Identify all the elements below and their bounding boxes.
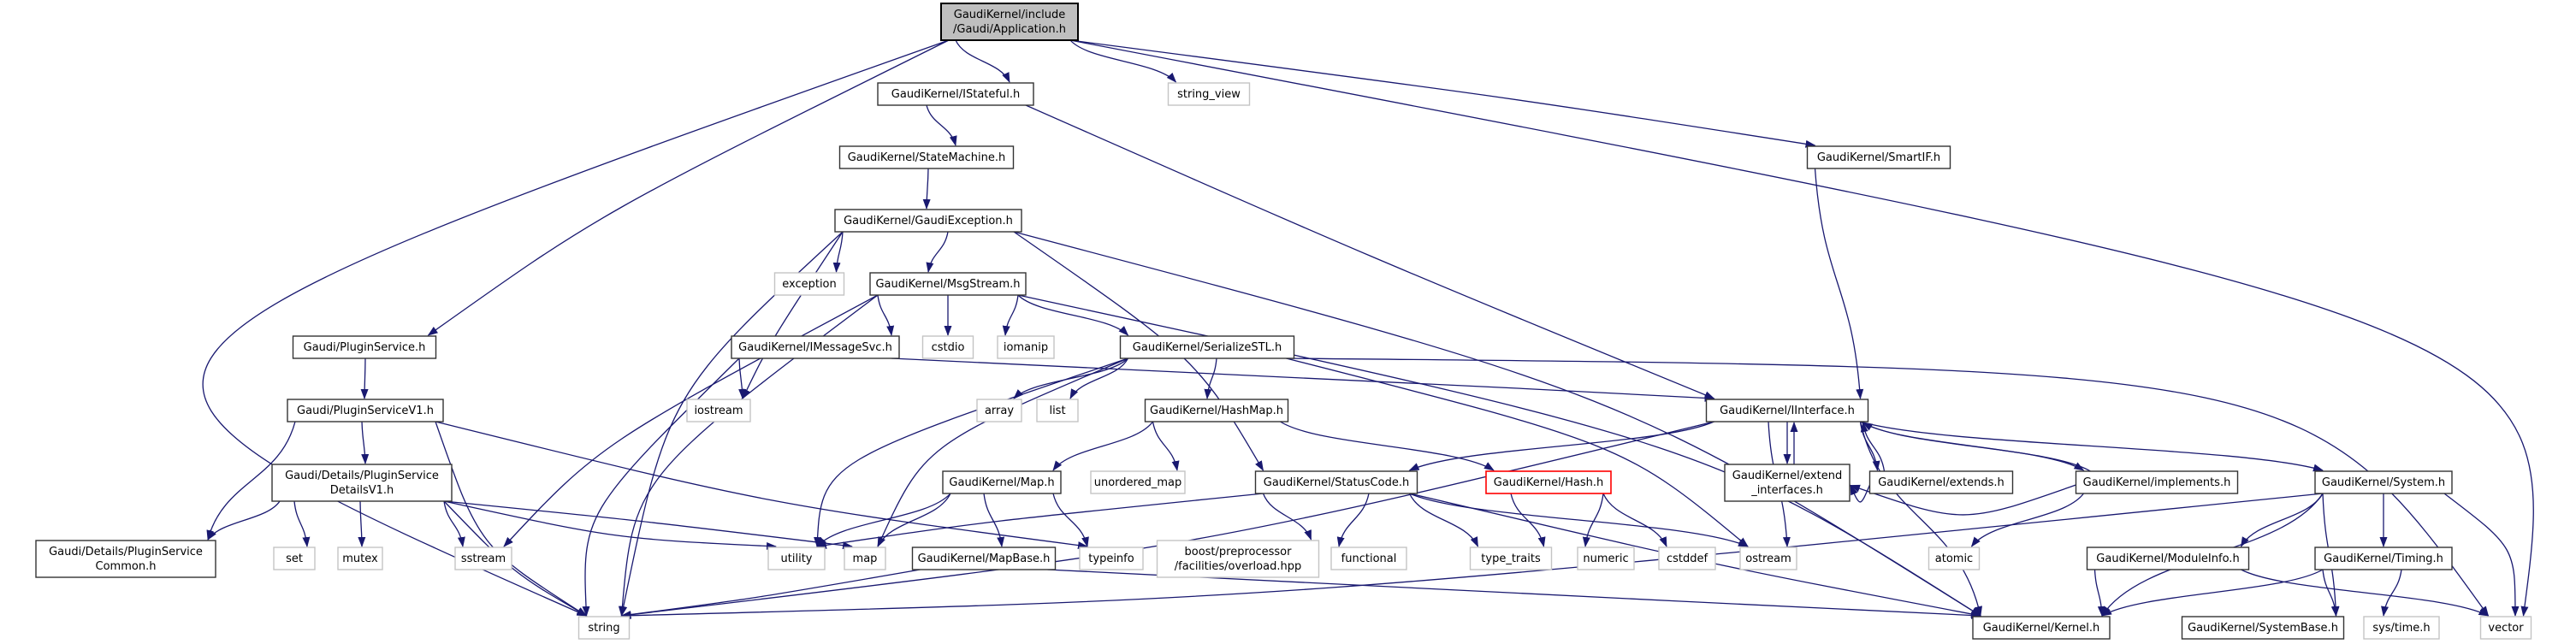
node-label-map_std: map — [852, 552, 878, 565]
node-label-smartif: GaudiKernel/SmartIF.h — [1816, 151, 1941, 164]
edge-detailsv1-to-mutex — [360, 501, 362, 547]
node-mutex — [338, 547, 382, 570]
edge-statuscode-to-overload — [1264, 493, 1312, 540]
node-cstdio — [923, 336, 974, 358]
edge-gaudiexception-to-msgstream — [928, 232, 948, 272]
node-iomanip — [998, 336, 1054, 358]
node-detailsv1[interactable] — [272, 464, 452, 501]
node-label-unordered_map: unordered_map — [1093, 476, 1182, 489]
node-list — [1037, 399, 1078, 422]
node-label-detailsv1: Gaudi/Details/PluginService DetailsV1.h — [285, 470, 439, 497]
edge-app-to-string_view — [1070, 40, 1176, 82]
node-label-iomanip: iomanip — [1003, 341, 1049, 354]
node-pluginservicev1[interactable] — [287, 399, 443, 422]
node-unordered_map — [1091, 471, 1185, 493]
node-gaudiexception[interactable] — [835, 210, 1022, 232]
edge-detailsv1-to-sstream — [444, 501, 463, 547]
node-label-atomic: atomic — [1934, 552, 1974, 565]
node-label-imessagesvc: GaudiKernel/IMessageSvc.h — [738, 341, 892, 354]
node-type_traits — [1471, 547, 1552, 570]
node-label-app: GaudiKernel/include /Gaudi/Application.h — [953, 9, 1066, 36]
node-label-msgstream: GaudiKernel/MsgStream.h — [875, 278, 1021, 291]
edge-iinterface-to-statuscode — [1410, 422, 1714, 470]
node-app[interactable] — [941, 3, 1078, 40]
edge-statemachine-to-gaudiexception — [927, 168, 928, 209]
node-msgstream[interactable] — [870, 273, 1026, 295]
node-string — [579, 617, 630, 639]
edge-hash-to-type_traits — [1511, 493, 1544, 547]
node-imessagesvc[interactable] — [731, 336, 899, 358]
node-typeinfo — [1080, 547, 1143, 570]
node-label-iinterface: GaudiKernel/IInterface.h — [1720, 405, 1855, 417]
node-label-exception: exception — [782, 278, 837, 291]
edge-timing-to-kernel — [2102, 570, 2323, 616]
edge-hashmap-to-hash — [1281, 422, 1495, 470]
edge-timing-to-systime — [2384, 570, 2401, 616]
node-atomic — [1929, 547, 1980, 570]
node-label-typeinfo: typeinfo — [1088, 552, 1134, 565]
edge-moduleinfo-to-kernel — [2095, 570, 2103, 616]
node-label-overload: boost/preprocessor /facilities/overload.hpp — [1174, 546, 1302, 573]
node-label-extends: GaudiKernel/extends.h — [1878, 476, 2005, 489]
node-label-iostream: iostream — [694, 405, 743, 417]
edge-serializestl-to-map_std — [878, 358, 1128, 547]
node-implements[interactable] — [2076, 471, 2238, 493]
nodes-layer — [36, 3, 2532, 639]
edge-extends-to-extend_interfaces — [1851, 485, 1870, 502]
node-common[interactable] — [36, 541, 216, 577]
edge-iinterface-to-string — [622, 422, 1714, 616]
node-label-cstddef: cstddef — [1666, 552, 1708, 565]
node-label-array: array — [984, 405, 1015, 417]
edge-implements-to-iinterface — [1863, 422, 2091, 471]
edge-pluginservicev1-to-detailsv1 — [362, 422, 365, 464]
node-label-utility: utility — [780, 552, 813, 565]
edges-layer — [203, 40, 2533, 616]
edge-system-to-moduleinfo — [2241, 493, 2324, 547]
node-label-mutex: mutex — [342, 552, 378, 565]
edge-app-to-vector — [1070, 40, 2533, 616]
node-istateful[interactable] — [878, 83, 1033, 105]
node-vector — [2481, 617, 2532, 639]
node-string_view — [1169, 83, 1250, 105]
node-label-statemachine: GaudiKernel/StateMachine.h — [847, 151, 1006, 164]
edge-msgstream-to-iomanip — [1005, 295, 1018, 335]
node-label-cstdio: cstdio — [931, 341, 965, 354]
edge-detailsv1-to-utility — [444, 501, 776, 547]
node-label-functional: functional — [1341, 552, 1397, 565]
edge-iinterface-to-kernel — [1861, 422, 1981, 616]
node-array — [977, 399, 1022, 422]
node-ostream — [1740, 547, 1797, 570]
edge-map_h-to-mapbase — [984, 493, 1002, 547]
node-hash[interactable] — [1486, 471, 1611, 493]
node-label-hash: GaudiKernel/Hash.h — [1493, 476, 1604, 489]
node-label-moduleinfo: GaudiKernel/ModuleInfo.h — [2096, 552, 2240, 565]
edge-imessagesvc-to-string — [585, 358, 739, 616]
node-kernel[interactable] — [1973, 617, 2110, 639]
edge-statuscode-to-functional — [1339, 493, 1369, 547]
node-label-list: list — [1049, 405, 1066, 417]
edge-statuscode-to-ostream — [1410, 493, 1749, 547]
node-hashmap[interactable] — [1146, 399, 1288, 422]
edge-iinterface-to-system — [1861, 422, 2324, 470]
node-label-timing: GaudiKernel/Timing.h — [2324, 552, 2443, 565]
edge-detailsv1-to-common — [208, 501, 280, 540]
node-functional — [1331, 547, 1406, 570]
node-systembase[interactable] — [2182, 617, 2344, 639]
edge-detailsv1-to-set — [294, 501, 307, 547]
node-label-set: set — [286, 552, 303, 565]
node-label-system: GaudiKernel/System.h — [2321, 476, 2446, 489]
node-smartif[interactable] — [1808, 146, 1951, 168]
edge-moduleinfo-to-vector — [2241, 570, 2489, 616]
node-map_h[interactable] — [943, 471, 1061, 493]
node-label-systime: sys/time.h — [2372, 622, 2431, 635]
edge-imessagesvc-to-iinterface — [891, 358, 1714, 399]
node-label-gaudiexception: GaudiKernel/GaudiException.h — [844, 215, 1013, 227]
node-label-hashmap: GaudiKernel/HashMap.h — [1150, 405, 1283, 417]
node-label-pluginservice: Gaudi/PluginService.h — [303, 341, 426, 354]
edge-pluginservice-to-pluginservicev1 — [364, 358, 365, 399]
node-system[interactable] — [2315, 471, 2452, 493]
edge-serializestl-to-hashmap — [1207, 358, 1217, 399]
node-numeric — [1578, 547, 1634, 570]
node-sstream — [455, 547, 512, 570]
edge-pluginservicev1-to-string — [435, 422, 587, 616]
edge-istateful-to-statemachine — [927, 105, 956, 145]
node-label-common: Gaudi/Details/PluginService Common.h — [49, 546, 203, 573]
node-label-sstream: sstream — [460, 552, 506, 565]
node-systime — [2364, 617, 2439, 639]
node-label-numeric: numeric — [1583, 552, 1629, 565]
node-statuscode[interactable] — [1256, 471, 1418, 493]
edge-gaudiexception-to-iostream — [743, 232, 843, 399]
node-utility — [768, 547, 825, 570]
node-label-string: string — [588, 622, 620, 635]
edge-msgstream-to-imessagesvc — [878, 295, 891, 335]
node-label-implements: GaudiKernel/implements.h — [2082, 476, 2231, 489]
node-cstddef — [1659, 547, 1715, 570]
node-label-ostream: ostream — [1745, 552, 1791, 565]
node-label-type_traits: type_traits — [1481, 552, 1541, 565]
node-label-pluginservicev1: Gaudi/PluginServiceV1.h — [297, 405, 434, 417]
node-statemachine[interactable] — [840, 146, 1014, 168]
edge-detailsv1-to-map_std — [444, 501, 852, 547]
edge-gaudiexception-to-exception — [837, 232, 844, 272]
node-extend_interfaces[interactable] — [1725, 464, 1850, 501]
edge-hash-to-cstddef — [1603, 493, 1667, 547]
node-label-systembase: GaudiKernel/SystemBase.h — [2188, 622, 2338, 635]
node-set — [274, 547, 315, 570]
edge-hashmap-to-map_h — [1053, 422, 1153, 470]
node-label-statuscode: GaudiKernel/StatusCode.h — [1263, 476, 1410, 489]
edge-imessagesvc-to-iostream — [739, 358, 743, 399]
node-label-vector: vector — [2488, 622, 2524, 635]
node-extends[interactable] — [1870, 471, 2013, 493]
edge-app-to-string — [203, 40, 949, 616]
node-label-string_view: string_view — [1177, 88, 1241, 101]
node-label-map_h: GaudiKernel/Map.h — [949, 476, 1055, 489]
node-iinterface[interactable] — [1707, 399, 1868, 422]
node-map_std — [844, 547, 885, 570]
edge-map_h-to-typeinfo — [1053, 493, 1087, 547]
node-timing[interactable] — [2315, 547, 2452, 570]
node-label-istateful: GaudiKernel/IStateful.h — [891, 88, 1021, 101]
edge-system-to-vector — [2444, 493, 2515, 616]
node-serializestl[interactable] — [1121, 336, 1294, 358]
node-label-serializestl: GaudiKernel/SerializeSTL.h — [1132, 341, 1282, 354]
edge-smartif-to-iinterface — [1815, 168, 1861, 399]
node-moduleinfo[interactable] — [2087, 547, 2249, 570]
node-label-extend_interfaces: GaudiKernel/extend _interfaces.h — [1732, 470, 1843, 497]
edge-hashmap-to-unordered_map — [1153, 422, 1178, 470]
node-overload — [1158, 541, 1319, 577]
node-exception — [775, 273, 844, 295]
node-label-kernel: GaudiKernel/Kernel.h — [1982, 622, 2100, 635]
node-label-mapbase: GaudiKernel/MapBase.h — [917, 552, 1051, 565]
node-iostream — [687, 399, 750, 422]
node-pluginservice[interactable] — [293, 336, 436, 358]
edge-app-to-istateful — [956, 40, 1010, 82]
node-mapbase[interactable] — [913, 547, 1056, 570]
